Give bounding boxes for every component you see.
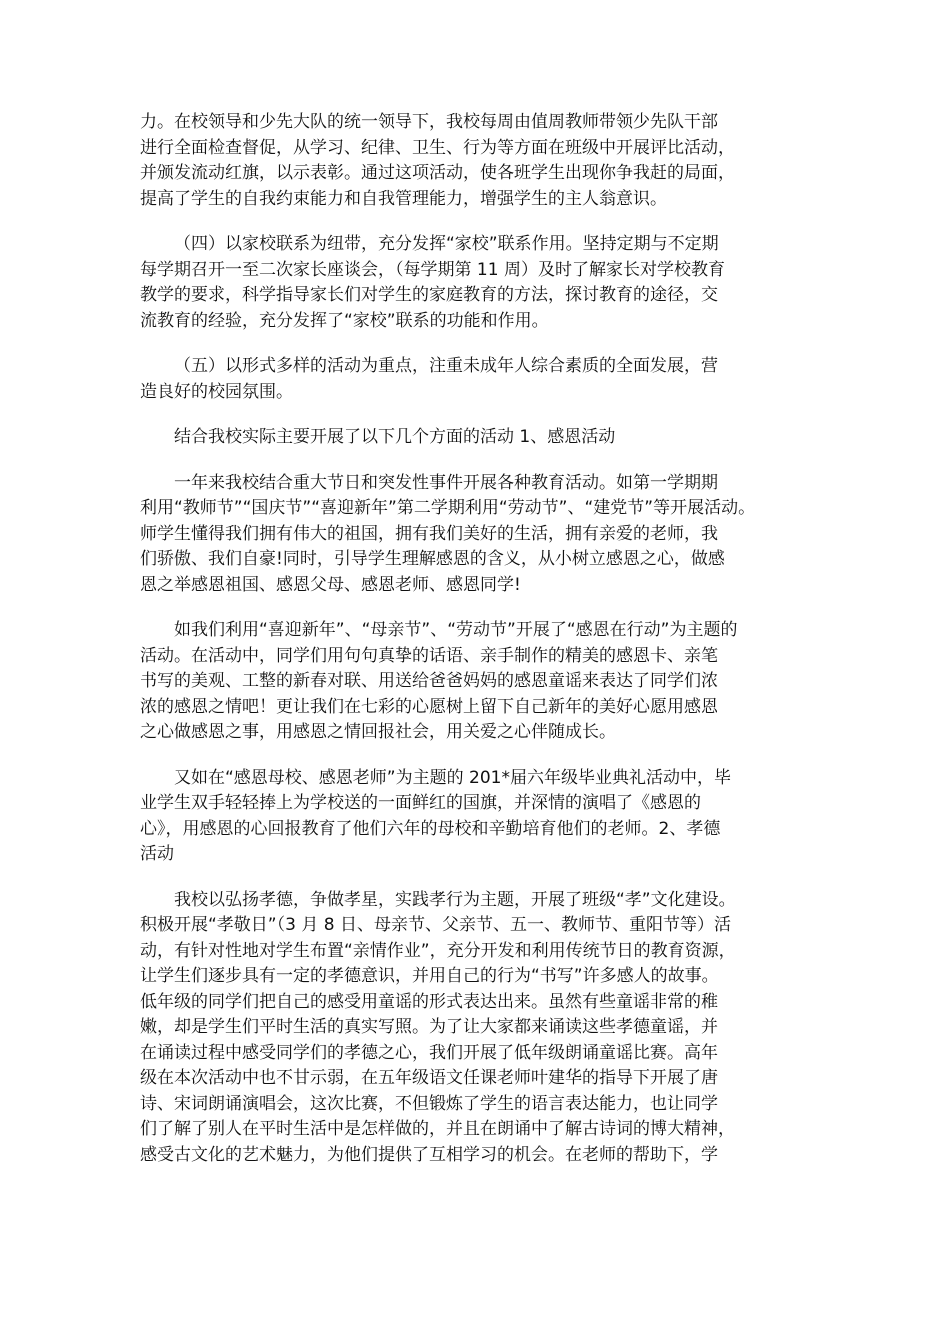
paragraph	[140, 425, 820, 451]
text-line: 在诵读过程中感受同学们的孝德之心，我们开展了低年级朗诵童谣比赛。高年	[140, 1042, 718, 1063]
text-line: 造良好的校园氛围。	[140, 381, 293, 402]
text-line: 师学生懂得我们拥有伟大的祖国，拥有我们美好的生活，拥有亲爱的老师，我	[140, 523, 718, 544]
text-line: 进行全面检查督促，从学习、纪律、卫生、行为等方面在班级中开展评比活动，	[140, 137, 735, 158]
text-line: 力。在校领导和少先大队的统一领导下，我校每周由值周教师带领少先队干部	[140, 112, 718, 132]
paragraph	[140, 888, 820, 1169]
text-line: 们骄傲、我们自豪!同时，引导学生理解感恩的含义，从小树立感恩之心，做感	[140, 549, 725, 569]
text-line: 流教育的经验，充分发挥了“家校”联系的功能和作用。	[140, 310, 549, 331]
text-line: 级在本次活动中也不甘示弱，在五年级语文任课老师叶建华的指导下开展了唐	[140, 1068, 718, 1088]
text-line: 书写的美观、工整的新春对联、用送给爸爸妈妈的感恩童谣来表达了同学们浓	[140, 671, 718, 691]
text-line: 如我们利用“喜迎新年”、“母亲节”、“劳动节”开展了“感恩在行动”为主题的	[174, 620, 738, 640]
text-line: （五）以形式多样的活动为重点，注重未成年人综合素质的全面发展，营	[174, 356, 718, 376]
paragraph	[140, 618, 820, 746]
text-line: 业学生双手轻轻捧上为学校送的一面鲜红的国旗，并深情的演唱了《感恩的	[140, 793, 701, 813]
text-line: 结合我校实际主要开展了以下几个方面的活动 1、感恩活动	[174, 427, 616, 447]
text-line: 又如在“感恩母校、感恩老师”为主题的 201*届六年级毕业典礼活动中，毕	[174, 767, 731, 788]
text-line: 之心做感恩之事，用感恩之情回报社会，用关爱之心伴随成长。	[140, 722, 616, 742]
text-line: 我校以弘扬孝德，争做孝星，实践孝行为主题，开展了班级“孝”文化建设。	[174, 889, 736, 910]
document-body	[140, 110, 820, 1188]
paragraph	[140, 766, 820, 868]
text-line: 浓的感恩之情吧！更让我们在七彩的心愿树上留下自己新年的美好心愿用感恩	[140, 696, 718, 717]
paragraph	[140, 354, 820, 405]
paragraph	[140, 110, 820, 212]
text-line: 每学期召开一至二次家长座谈会，（每学期第 11 周）及时了解家长对学校教育	[140, 259, 725, 280]
text-line: （四）以家校联系为纽带，充分发挥“家校”联系作用。坚持定期与不定期	[174, 234, 719, 254]
text-line: 并颁发流动红旗，以示表彰。通过这项活动，使各班学生出现你争我赶的局面，	[140, 163, 735, 183]
text-line: 教学的要求，科学指导家长们对学生的家庭教育的方法，探讨教育的途径，交	[140, 285, 718, 305]
text-line: 让学生们逐步具有一定的孝德意识，并用自己的行为“书写”许多感人的故事。	[140, 966, 719, 986]
text-line: 感受古文化的艺术魅力，为他们提供了互相学习的机会。在老师的帮助下，学	[140, 1144, 718, 1165]
text-line: 提高了学生的自我约束能力和自我管理能力，增强学生的主人翁意识。	[140, 188, 667, 209]
text-line: 低年级的同学们把自己的感受用童谣的形式表达出来。虽然有些童谣非常的稚	[140, 991, 718, 1012]
text-line: 心》，用感恩的心回报教育了他们六年的母校和辛勤培育他们的老师。2、孝德	[140, 818, 721, 839]
text-line: 嫩，却是学生们平时生活的真实写照。为了让大家都来诵读这些孝德童谣，并	[140, 1017, 718, 1037]
paragraph	[140, 232, 820, 334]
text-line: 们了解了别人在平时生活中是怎样做的，并且在朗诵中了解古诗词的博大精神，	[140, 1119, 735, 1139]
paragraph	[140, 471, 820, 599]
text-line: 动，有针对性地对学生布置“亲情作业”，充分开发和利用传统节日的教育资源，	[140, 940, 736, 961]
text-line: 利用“教师节”“国庆节”“喜迎新年”第二学期利用“劳动节”、“建党节”等开展活动。	[140, 498, 756, 518]
text-line: 活动。在活动中，同学们用句句真挚的话语、亲手制作的精美的感恩卡、亲笔	[140, 645, 718, 666]
text-line: 恩之举感恩祖国、感恩父母、感恩老师、感恩同学!	[140, 574, 521, 595]
text-line: 一年来我校结合重大节日和突发性事件开展各种教育活动。如第一学期期	[174, 472, 718, 493]
text-line: 诗、宋词朗诵演唱会，这次比赛，不但锻炼了学生的语言表达能力，也让同学	[140, 1093, 718, 1114]
text-line: 活动	[140, 844, 174, 864]
text-line: 积极开展“孝敬日”（3 月 8 日、母亲节、父亲节、五一、教师节、重阳节等）活	[140, 915, 731, 935]
